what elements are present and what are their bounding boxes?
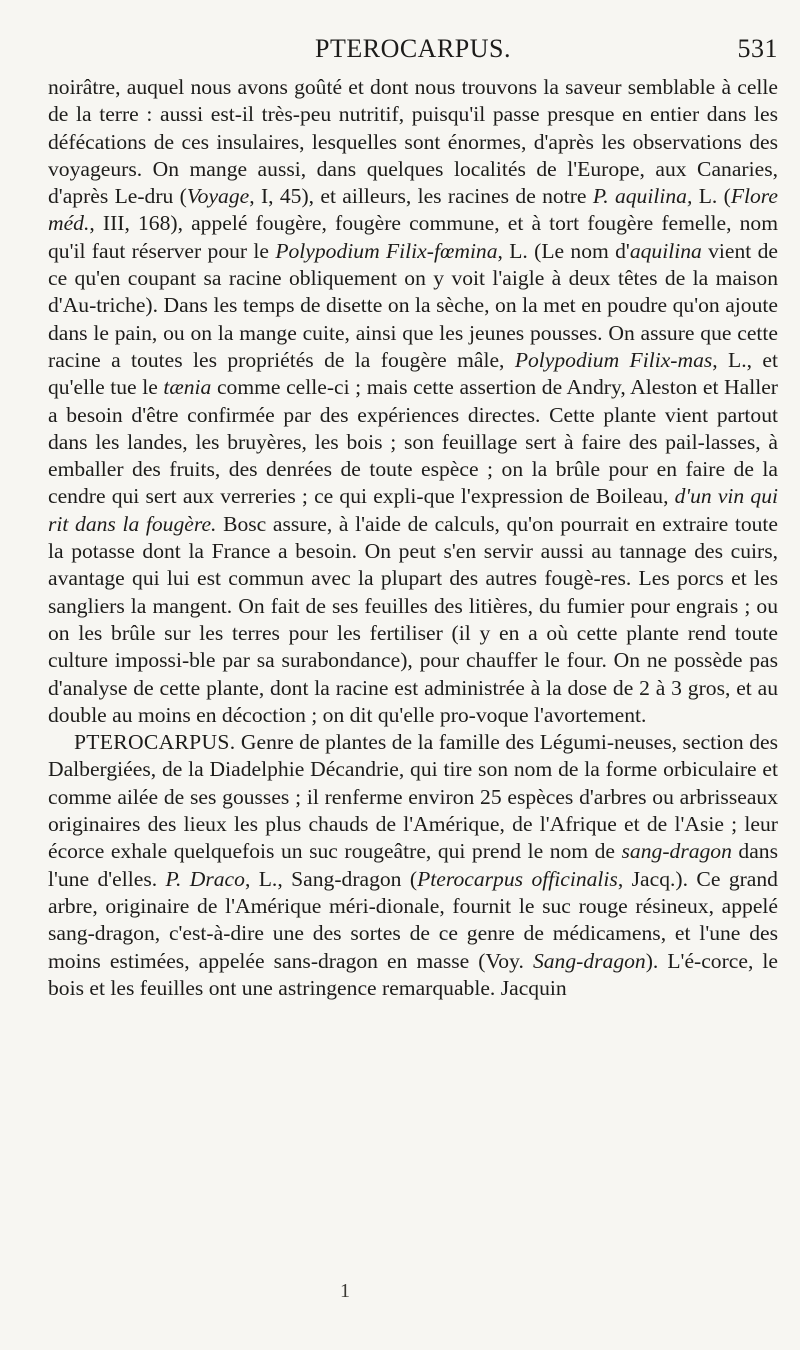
- text-run: , L., et qu'elle tue le: [48, 347, 778, 400]
- italic-run: d'un vin qui rit dans la fougère.: [48, 484, 778, 536]
- page-number: 531: [737, 34, 778, 63]
- italic-run: sang-dragon: [621, 839, 732, 864]
- italic-run: Polypodium Filix-mas: [514, 347, 713, 372]
- footer-mark: 1: [340, 1280, 350, 1302]
- italic-run: Sang-dragon: [532, 948, 646, 973]
- running-head: [48, 34, 778, 74]
- text-run: , L. (Le nom d': [497, 238, 630, 263]
- italic-run: tænia: [163, 375, 212, 400]
- text-run: dans l'une d'elles.: [48, 839, 779, 891]
- italic-run: aquilina: [629, 238, 702, 263]
- text-run: , III, 168), appelé fougère, fougère commune, et à tort fougère femelle, nom qu'il faut réserver pour le: [48, 211, 778, 263]
- text-run: Bosc assure, à l'aide de calculs, qu'on pourrait en extraire toute la potasse dont la France a besoin. On peut s'en servir aussi au tannage des cuirs, avantage qui lui est commun avec la plupart des autres fougè-res. Les porcs et les sangliers la mangent. On fait de ses feuilles des litières, du fumier pour engrais ; ou on les brûle sur les terres pour les fertiliser (il y en a où cette plante rend toute culture impossi-ble par sa surabondance), pour chauffer le four. On ne possède pas d'analyse de cette plante, dont la racine est administrée à la dose de 2 à 3 gros, et au double au moins en décoction ; on dit qu'elle pro-voque l'avortement.: [48, 511, 778, 727]
- paragraph-pteris-aquilina: [48, 74, 778, 729]
- text-run: , Jacq.). Ce grand arbre, originaire de l'Amérique méri-dionale, fournit le suc rouge résineux, appelé sang-dragon, c'est-à-dire une des sortes de ce genre de médicamens, et l'une des moins estimées, appelée sans-dragon en masse (Voy.: [48, 866, 778, 973]
- entry-term: PTEROCARPUS.: [74, 730, 236, 755]
- italic-run: Voyage: [186, 184, 250, 209]
- text-run: comme celle-ci ; mais cette assertion de Andry, Aleston et Haller a besoin d'être confirmée par des expériences directes. Cette plante vient partout dans les landes, les bruyères, les bois ; son feuillage sert à faire des pail-lasses, à emballer des fruits, des denrées de toute espèce ; on la brûle pour en faire de la cendre qui sert aux verreries ; ce qui expli-que l'expression de Boileau,: [48, 375, 778, 509]
- text-run: vient de ce qu'en coupant sa racine obliquement on y voit l'aigle à deux têtes de la maison d'Au-triche). Dans les temps de disette on la sèche, on la met en poudre qu'on ajoute dans le pain, ou on la mange cuite, ainsi que les jeunes pousses. On assure que cette racine a toutes les propriétés de la fougère mâle,: [48, 238, 778, 372]
- text-run: , I, 45), et ailleurs, les racines de notre: [249, 184, 593, 209]
- body-text: [48, 74, 778, 1002]
- italic-run: Flore méd.: [48, 184, 778, 236]
- running-title: PTEROCARPUS.: [315, 34, 511, 63]
- italic-run: Polypodium Filix-fœmina: [275, 238, 498, 263]
- paragraph-pterocarpus-entry: [48, 729, 778, 1002]
- text-run: , L., Sang-dragon (: [244, 866, 418, 891]
- text-run: L. (: [692, 184, 731, 209]
- italic-run: Pterocarpus officinalis: [417, 866, 618, 891]
- italic-run: P. aquilina,: [592, 184, 693, 209]
- text-run: Genre de plantes de la famille des Légumi-neuses, section des Dalbergiées, de la Diadelphie Décandrie, qui tire son nom de la forme orbiculaire et comme ailée de ses gousses ; il renferme environ 25 espèces d'arbres ou arbrisseaux originaires des lieux les plus chauds de l'Amérique, de l'Afrique et de l'Asie ; leur écorce exhale quelquefois un suc rougeâtre, qui prend le nom de: [48, 730, 778, 864]
- text-run: ). L'é-corce, le bois et les feuilles ont une astringence remarquable. Jacquin: [48, 948, 778, 1000]
- italic-run: P. Draco: [165, 866, 245, 891]
- text-run: noirâtre, auquel nous avons goûté et dont nous trouvons la saveur semblable à celle de la terre : aussi est-il très-peu nutritif, puisqu'il passe presque en entier dans les défécations de ces insulaires, lesquelles sont énormes, d'après les observations des voyageurs. On mange aussi, dans quelques localités de l'Europe, aux Canaries, d'après Le-dru (: [48, 75, 778, 209]
